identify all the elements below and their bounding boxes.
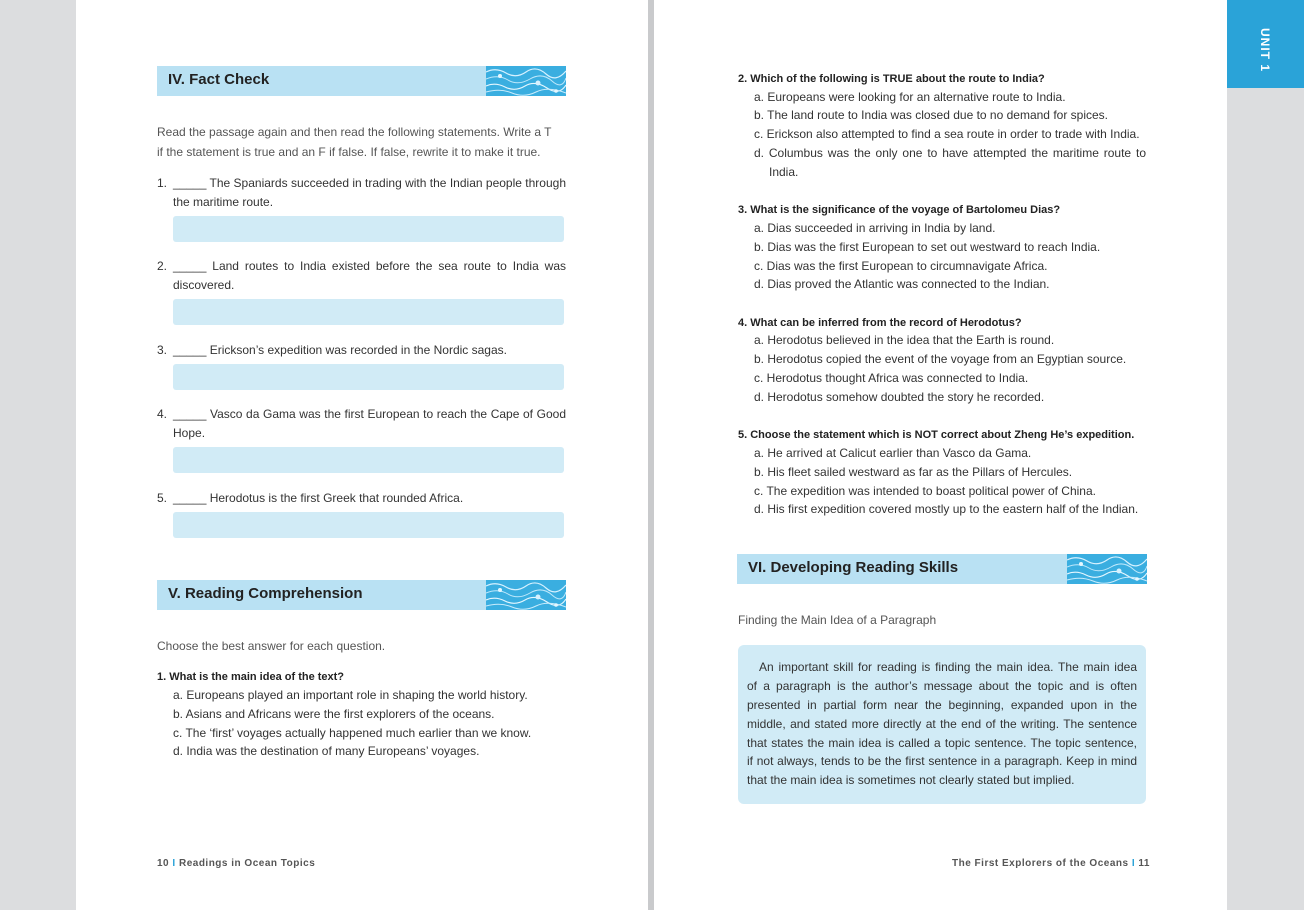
option[interactable]: a. Europeans played an important role in shaping the world history. [173,688,528,702]
option[interactable]: b. The land route to India was closed due to no demand for spices. [754,108,1108,122]
reading-skills-header [737,554,1147,584]
option[interactable]: a. Europeans were looking for an alternative route to India. [754,90,1066,104]
book-title: Readings in Ocean Topics [178,858,316,869]
fact-item-number: 1. [157,176,168,190]
fact-item-number: 2. [157,259,168,273]
fact-check-header [157,66,566,96]
main-idea-line: if not always, tends to be the first sentence in a paragraph. Keep in mind [747,754,1137,768]
main-idea-line: An important skill for reading is finding the main idea. The main idea [759,660,1137,674]
option[interactable]: b. Herodotus copied the event of the voyage from an Egyptian source. [754,352,1127,366]
option[interactable]: a. He arrived at Calicut earlier than Vasco da Gama. [754,446,1032,460]
question-3: 3. What is the significance of the voyage of Bartolomeu Dias? [738,204,1061,216]
question-2: 2. Which of the following is TRUE about the route to India? [738,73,1045,85]
wave-texture-icon [486,580,566,610]
wave-texture-icon [1067,554,1147,584]
fact-item-4-line-2: Hope. [173,426,206,440]
fact-item-3-line-1: _____ Erickson’s expedition was recorded in the Nordic sagas. [173,343,507,357]
question-1: 1. What is the main idea of the text? [157,671,345,683]
fact-item-4-line-1: _____ Vasco da Gama was the first European to reach the Cape of Good [173,407,566,421]
reading-comprehension-header [157,580,566,610]
answer-field-4[interactable] [173,447,564,473]
section-title: VI. Developing Reading Skills [748,559,959,576]
option[interactable]: b. His fleet sailed westward as far as the Pillars of Hercules. [754,465,1073,479]
fact-item-1-line-1: _____ The Spaniards succeeded in trading with the Indian people through [173,176,566,190]
fact-item-2-line-2: discovered. [173,278,235,292]
option[interactable]: b. Asians and Africans were the first explorers of the oceans. [173,707,495,721]
fact-item-5-line-1: _____ Herodotus is the first Greek that rounded Africa. [173,491,464,505]
answer-field-1[interactable] [173,216,564,242]
option[interactable]: d. India was the destination of many Europeans’ voyages. [173,744,480,758]
unit-tab-label: UNIT 1 [1258,28,1272,73]
option[interactable]: d. His first expedition covered mostly up to the eastern half of the Indian. [754,502,1139,516]
fact-check-instructions-line-1: Read the passage again and then read the following statements. Write a T [157,125,552,139]
option[interactable]: a. Dias succeeded in arriving in India by land. [754,221,996,235]
option[interactable]: c. Herodotus thought Africa was connected to India. [754,371,1029,385]
fact-item-1-line-2: the maritime route. [173,195,274,209]
answer-field-5[interactable] [173,512,564,538]
fact-item-number: 5. [157,491,168,505]
chapter-title: The First Explorers of the Oceans [952,858,1129,869]
option[interactable]: c. Erickson also attempted to find a sea route in order to trade with India. [754,127,1140,141]
option[interactable]: c. The expedition was intended to boast political power of China. [754,484,1096,498]
wave-texture-icon [486,66,566,96]
fact-item-2-line-1: _____ Land routes to India existed before the sea route to India was [173,259,566,273]
option[interactable]: c. The ‘first’ voyages actually happened much earlier than we know. [173,726,532,740]
fact-item-number: 3. [157,343,168,357]
question-4: 4. What can be inferred from the record of Herodotus? [738,317,1022,329]
reading-comp-instructions: Choose the best answer for each question. [157,639,386,653]
main-idea-line: that states the main idea is called a topic sentence. The topic sentence, [747,736,1137,750]
fact-check-instructions-line-2: if the statement is true and an F if false. If false, rewrite it to make it true. [157,145,541,159]
main-idea-line: presented in partial form near the beginning, expanded upon in the [747,698,1137,712]
answer-field-3[interactable] [173,364,564,390]
option-continued[interactable]: India. [769,165,799,179]
option[interactable]: b. Dias was the first European to set out westward to reach India. [754,240,1101,254]
footer-separator: I [1131,858,1136,869]
option[interactable]: a. Herodotus believed in the idea that the Earth is round. [754,333,1055,347]
page-number: 10 [157,858,170,869]
main-idea-line: of a paragraph is the author’s message about the topic and is often [747,679,1137,693]
reading-skills-subtitle: Finding the Main Idea of a Paragraph [738,613,937,627]
question-5: 5. Choose the statement which is NOT correct about Zheng He’s expedition. [738,429,1135,441]
fact-item-number: 4. [157,407,168,421]
answer-field-2[interactable] [173,299,564,325]
footer-separator: I [172,858,176,869]
section-title: V. Reading Comprehension [168,585,363,602]
main-idea-line: middle, and stated more directly at the end of the writing. The sentence [747,717,1137,731]
main-idea-line: that the main idea is sometimes not clearly stated but implied. [747,773,1075,787]
option[interactable]: c. Dias was the first European to circumnavigate Africa. [754,259,1048,273]
left-footer [157,858,315,869]
option[interactable]: d. Herodotus somehow doubted the story he recorded. [754,390,1045,404]
right-footer [952,858,1150,869]
page-number: 11 [1138,858,1150,869]
section-title: IV. Fact Check [168,71,270,88]
option[interactable]: d. Dias proved the Atlantic was connected to the Indian. [754,277,1050,291]
option[interactable]: d. Columbus was the only one to have attempted the maritime route to [754,146,1146,160]
unit-tab[interactable] [1227,0,1304,88]
